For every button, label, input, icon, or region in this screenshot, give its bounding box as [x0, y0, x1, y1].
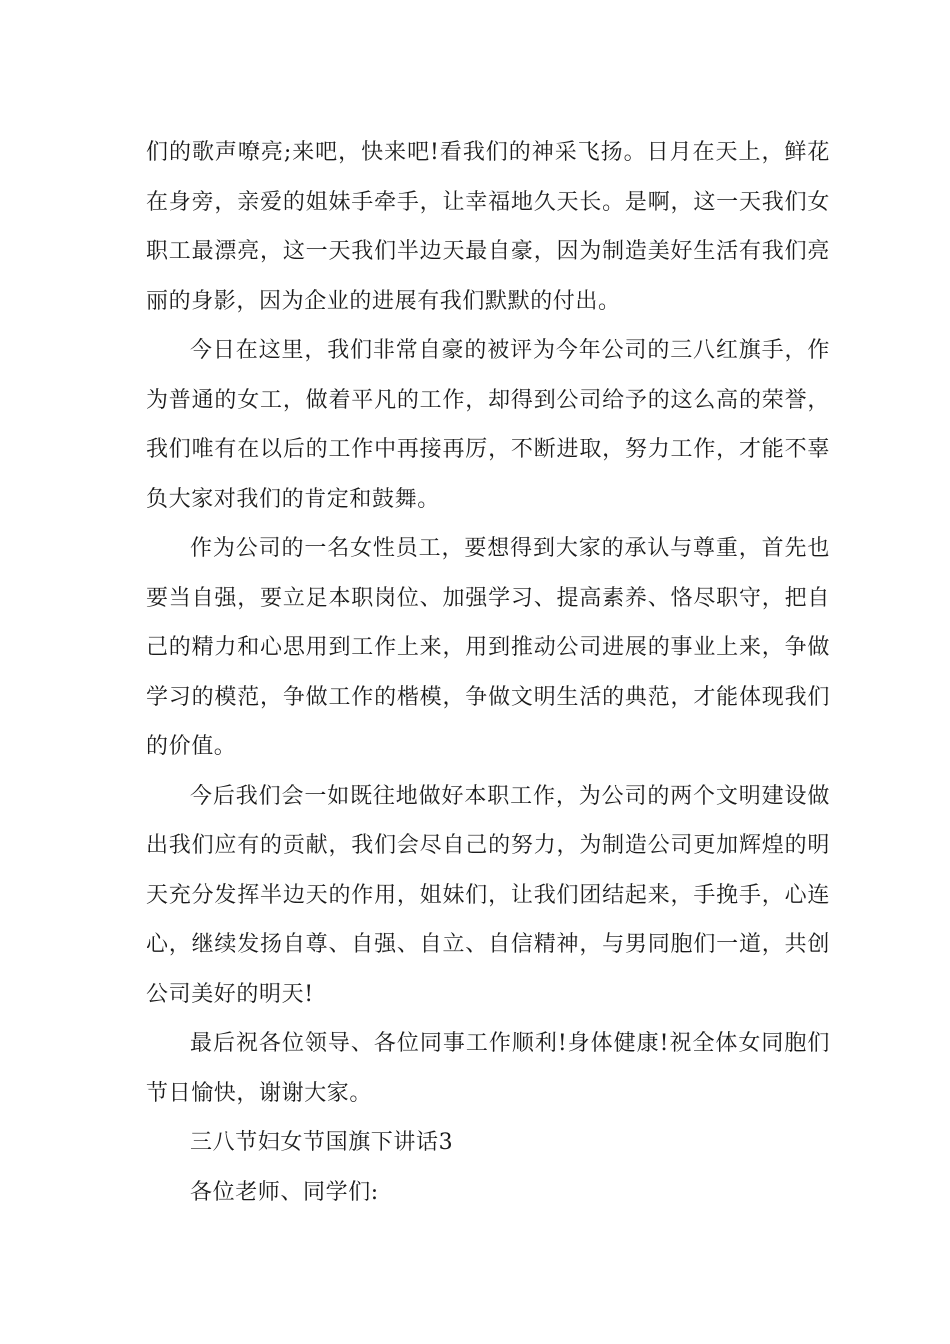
document-body — [146, 128, 830, 1217]
salutation: 各位老师、同学们: — [190, 1179, 379, 1205]
paragraph-future: 今后我们会一如既往地做好本职工作，为公司的两个文明建设做出我们应有的贡献，我们会尽自己的努力，为制造公司更加辉煌的明天充分发挥半边天的作用，姐妹们，让我们团结起来，手挽手，心连心，继续发扬自尊、自强、自立、自信精神，与男同胞们一道，共创公司美好的明天! — [146, 783, 830, 1007]
paragraph-closing-wishes: 最后祝各位领导、各位同事工作顺利!身体健康!祝全体女同胞们节日愉快，谢谢大家。 — [146, 1031, 830, 1106]
section-heading: 三八节妇女节国旗下讲话3 — [190, 1130, 454, 1155]
paragraph-continuation: 们的歌声嘹亮;来吧，快来吧!看我们的神采飞扬。日月在天上，鲜花在身旁，亲爱的姐妹手牵手，让幸福地久天长。是啊，这一天我们女职工最漂亮，这一天我们半边天最自豪，因为制造美好生活有我们亮丽的身影，因为企业的进展有我们默默的付出。 — [146, 140, 830, 314]
paragraph-self-improvement: 作为公司的一名女性员工，要想得到大家的承认与尊重，首先也要当自强，要立足本职岗位、加强学习、提高素养、恪尽职守，把自己的精力和心思用到工作上来，用到推动公司进展的事业上来，争做学习的模范，争做工作的楷模，争做文明生活的典范，才能体现我们的价值。 — [146, 536, 830, 759]
paragraph-honor: 今日在这里，我们非常自豪的被评为今年公司的三八红旗手，作为普通的女工，做着平凡的工作，却得到公司给予的这么高的荣誉，我们唯有在以后的工作中再接再厉，不断进取，努力工作，才能不辜负大家对我们的肯定和鼓舞。 — [146, 338, 830, 512]
